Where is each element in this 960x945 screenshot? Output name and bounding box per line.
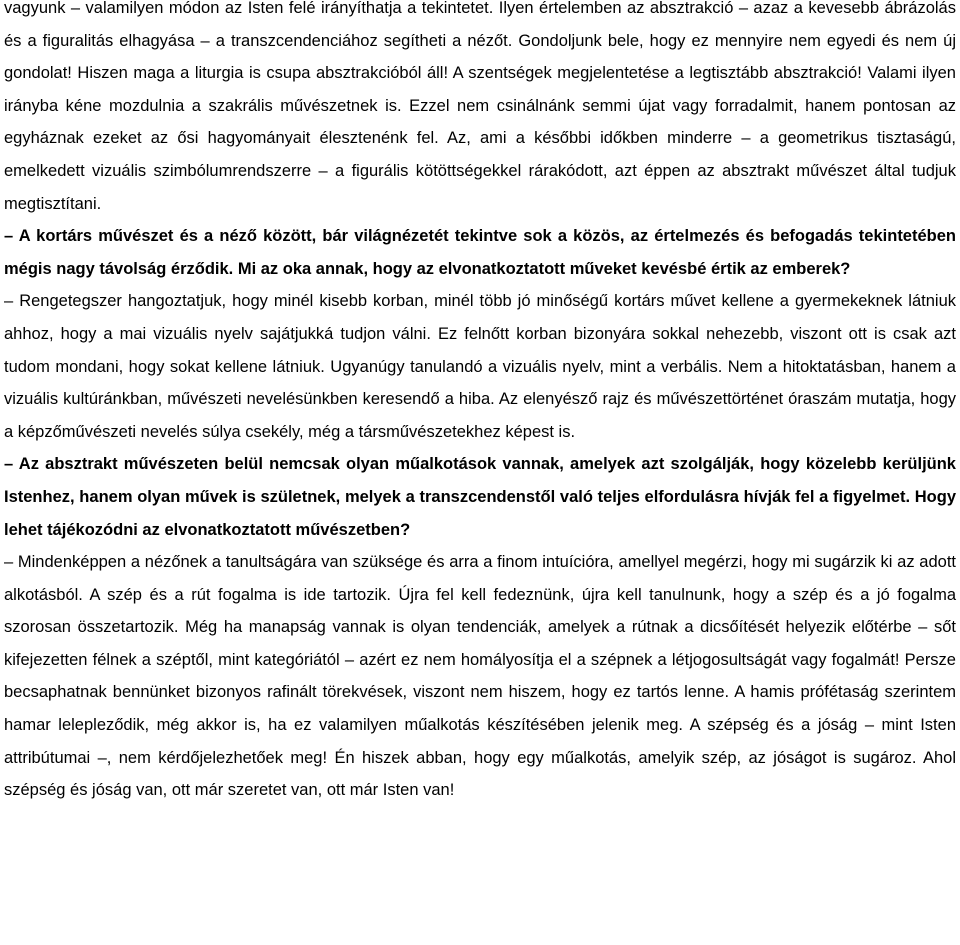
question-paragraph: – A kortárs művészet és a néző között, bár világnézetét tekintve sok a közös, az értelmezés és befogadás tekintetében mégis nagy távolság érződik. Mi az oka annak, hogy az elvonatkoztatott műveket kevésbé értik az emberek? bbox=[4, 227, 956, 278]
answer-paragraph: – Mindenképpen a nézőnek a tanultságára van szüksége és arra a finom intuícióra, amellyel megérzi, hogy mi sugárzik ki az adott alkotásból. A szép és a rút fogalma is ide tartozik. Újra fel kell fedeznünk, újra kell tanulnunk, hogy a szép és a jó fogalma szorosan összetartozik. Még ha manapság vannak is olyan tendenciák, amelyek a rútnak a dicsőítését helyezik előtérbe – sőt kifejezetten félnek a széptől, mint kategóriától – azért ez nem homályosítja el a szépnek a létjogosultságát vagy fogalmát! Persze becsaphatnak bennünket bizonyos rafinált törekvések, viszont nem hiszem, hogy ez tartós lenne. A hamis prófétaság szerintem hamar lelepleződik, még akkor is, ha ez valamilyen műalkotás készítésében jelenik meg. A szépség és a jóság – mint Isten attribútumai –, nem kérdőjelezhetőek meg! Én hiszek abban, hogy egy műalkotás, amelyik szép, az jóságot is sugároz. Ahol szépség és jóság van, ott már szeretet van, ott már Isten van! bbox=[4, 553, 956, 800]
question-paragraph: – Az absztrakt művészeten belül nemcsak olyan műalkotások vannak, amelyek azt szolgálják, hogy közelebb kerüljünk Istenhez, hanem olyan művek is születnek, melyek a transzcendenstől való teljes elfordulásra hívják fel a figyelmet. Hogy lehet tájékozódni az elvonatkoztatott művészetben? bbox=[4, 455, 956, 539]
answer-paragraph: vagyunk – valamilyen módon az Isten felé irányíthatja a tekintetet. Ilyen értelemben az absztrakció – azaz a kevesebb ábrázolás és a figuralitás elhagyása – a transzcendenciához segítheti a nézőt. Gondoljunk bele, hogy ez mennyire nem egyedi és nem új gondolat! Hiszen maga a liturgia is csupa absztrakcióból áll! A szentségek megjelentetése a legtisztább absztrakció! Valami ilyen irányba kéne mozdulnia a szakrális művészetnek is. Ezzel nem csinálnánk semmi újat vagy forradalmit, hanem pontosan az egyháznak ezeket az ősi hagyományait élesztenénk fel. Az, ami a későbbi időkben minderre – a geometrikus tisztaságú, emelkedett vizuális szimbólumrendszerre – a figurális kötöttségekkel rárakódott, azt éppen az absztrakt művészet által tudjuk megtisztítani. bbox=[4, 0, 956, 213]
answer-paragraph: – Rengetegszer hangoztatjuk, hogy minél kisebb korban, minél több jó minőségű kortárs művet kellene a gyermekeknek látniuk ahhoz, hogy a mai vizuális nyelv sajátjukká tudjon válni. Ez felnőtt korban bizonyára sokkal nehezebb, viszont ott is csak azt tudom mondani, hogy sokat kellene látniuk. Ugyanúgy tanulandó a vizuális nyelv, mint a verbális. Nem a hitoktatásban, hanem a vizuális kultúránkban, művészeti nevelésünkben keresendő a hiba. Az elenyésző rajz és művészettörténet óraszám mutatja, hogy a képzőművészeti nevelés súlya csekély, még a társművészetekhez képest is. bbox=[4, 292, 956, 441]
